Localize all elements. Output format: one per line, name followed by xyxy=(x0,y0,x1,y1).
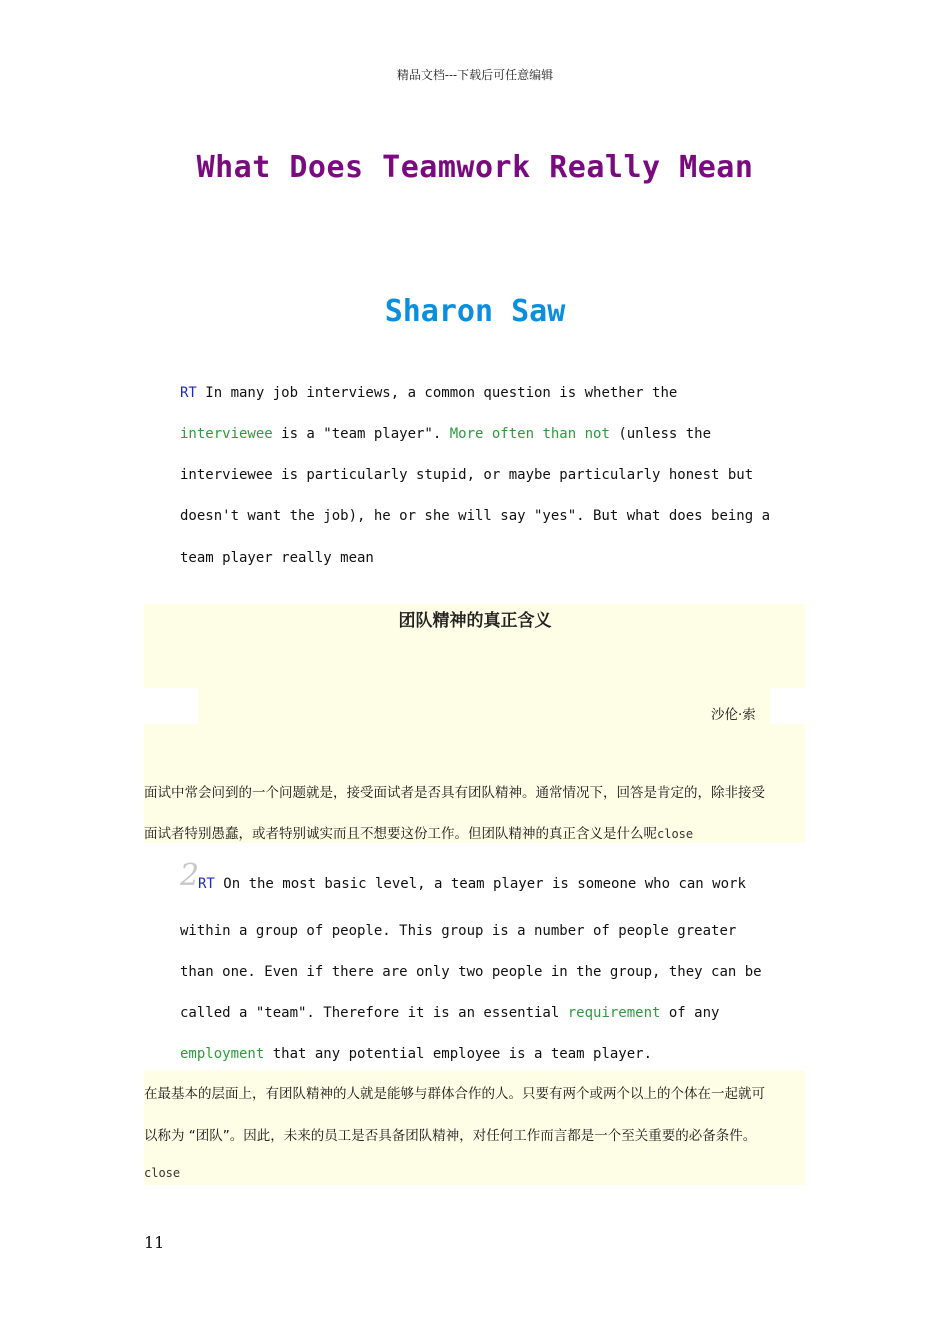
translation-box-1-mid xyxy=(198,688,770,724)
rt-label: RT xyxy=(198,876,215,892)
para2-text: called a "team". Therefore it is an essential xyxy=(180,1005,568,1021)
close-button[interactable]: close xyxy=(144,1166,181,1180)
vocab-link-requirement[interactable]: requirement xyxy=(567,1005,661,1021)
para2-line3: than one. Even if there are only two people in the group, they can be xyxy=(180,964,762,980)
para1-line3: interviewee is particularly stupid, or maybe particularly honest but xyxy=(180,467,754,483)
para1-line2 xyxy=(180,426,711,442)
vocab-link-more-often[interactable]: More often than not xyxy=(449,426,610,442)
translation-1-line2 xyxy=(144,822,693,842)
header-note: 精品文档---下载后可任意编辑 xyxy=(396,68,554,82)
translation-1-line1: 面试中常会问到的一个问题就是，接受面试者是否具有团队精神。通常情况下，回答是肯定的，除非接受 xyxy=(144,785,765,801)
para2-text: of any xyxy=(660,1005,720,1021)
translation-title: 团队精神的真正含义 xyxy=(398,611,552,631)
para1-line1 xyxy=(180,385,677,401)
vocab-link-employment[interactable]: employment xyxy=(180,1046,265,1062)
para2-text: On the most basic level, a team player is someone who can work xyxy=(214,876,746,892)
para2-line2: within a group of people. This group is a number of people greater xyxy=(180,923,737,939)
para1-text: (unless the xyxy=(609,426,712,442)
translation-2-line1: 在最基本的层面上，有团队精神的人就是能够与群体合作的人。只要有两个或两个以上的个体在一起就可 xyxy=(144,1086,765,1102)
article-author: Sharon Saw xyxy=(384,294,566,329)
page-number: 11 xyxy=(144,1233,165,1252)
rt-label: RT xyxy=(180,385,197,401)
translation-2-line2: 以称为 “团队”。因此，未来的员工是否具备团队精神，对任何工作而言都是一个至关重要的必备条件。 xyxy=(144,1128,757,1144)
translation-author: 沙伦·索 xyxy=(711,707,756,723)
para2-text: that any potential employee is a team player. xyxy=(264,1046,653,1062)
para2-line5 xyxy=(180,1046,652,1062)
para2-line4 xyxy=(180,1005,719,1021)
article-title: What Does Teamwork Really Mean xyxy=(196,150,754,185)
para1-text: In many job interviews, a common question is whether the xyxy=(196,385,678,401)
vocab-link-interviewee[interactable]: interviewee xyxy=(180,426,273,442)
para1-text: is a "team player". xyxy=(272,426,450,442)
paragraph-number: 2 xyxy=(180,858,200,893)
close-button[interactable]: close xyxy=(657,827,694,841)
para1-line4: doesn't want the job), he or she will say "yes". But what does being a xyxy=(180,508,771,524)
translation-1-text: 面试者特别愚蠢，或者特别诚实而且不想要这份工作。但团队精神的真正含义是什么呢 xyxy=(144,826,657,842)
para1-line5: team player really mean xyxy=(180,550,374,566)
para2-line1 xyxy=(198,876,746,892)
